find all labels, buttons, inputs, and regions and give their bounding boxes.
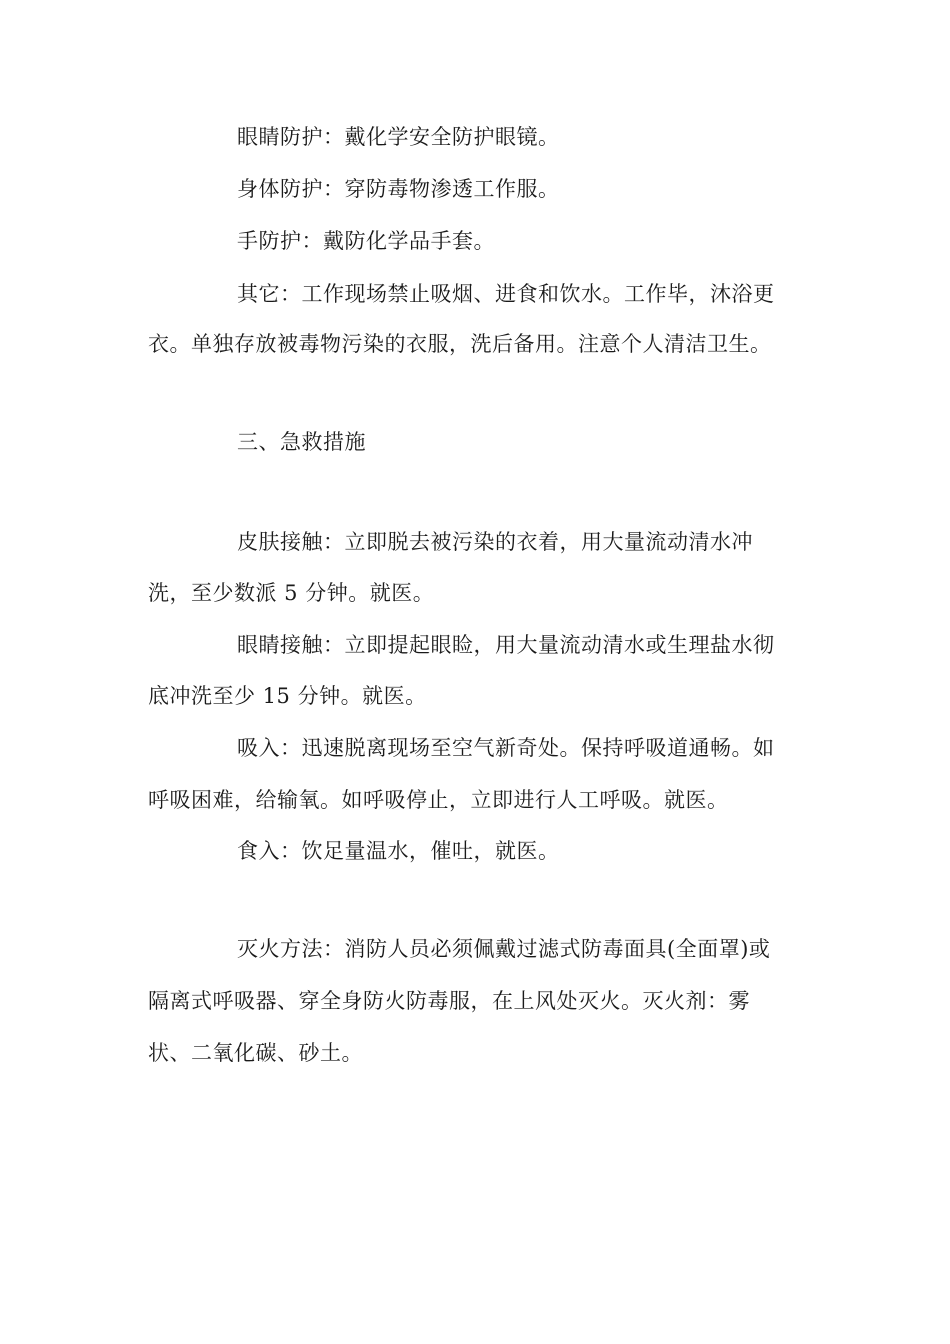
ingestion-line: 食入：饮足量温水，催吐，就医。: [237, 839, 560, 863]
body-protection-line: 身体防护：穿防毒物渗透工作服。: [237, 177, 560, 201]
skin-contact-line-2: 洗，至少数派 5 分钟。就医。: [148, 581, 435, 605]
hand-protection-line: 手防护：戴防化学品手套。: [237, 229, 495, 253]
eye-contact-line-2: 底冲洗至少 15 分钟。就医。: [148, 684, 427, 708]
other-protection-line-2: 衣。单独存放被毒物污染的衣服，洗后备用。注意个人清洁卫生。: [148, 332, 772, 356]
firefighting-line-3: 状、二氧化碳、砂土。: [148, 1041, 363, 1065]
firefighting-line-2: 隔离式呼吸器、穿全身防火防毒服，在上风处灭火。灭火剂：雾: [148, 989, 750, 1013]
skin-contact-line-1: 皮肤接触：立即脱去被污染的衣着，用大量流动清水冲: [237, 530, 753, 554]
eye-protection-line: 眼睛防护：戴化学安全防护眼镜。: [237, 125, 560, 149]
inhalation-line-2: 呼吸困难，给输氧。如呼吸停止，立即进行人工呼吸。就医。: [148, 788, 729, 812]
firefighting-line-1: 灭火方法：消防人员必须佩戴过滤式防毒面具(全面罩)或: [237, 937, 771, 961]
other-protection-line-1: 其它：工作现场禁止吸烟、进食和饮水。工作毕，沐浴更: [237, 282, 775, 306]
eye-contact-line-1: 眼睛接触：立即提起眼睑，用大量流动清水或生理盐水彻: [237, 633, 775, 657]
inhalation-line-1: 吸入：迅速脱离现场至空气新奇处。保持呼吸道通畅。如: [237, 736, 775, 760]
section-heading-first-aid: 三、急救措施: [237, 430, 366, 454]
